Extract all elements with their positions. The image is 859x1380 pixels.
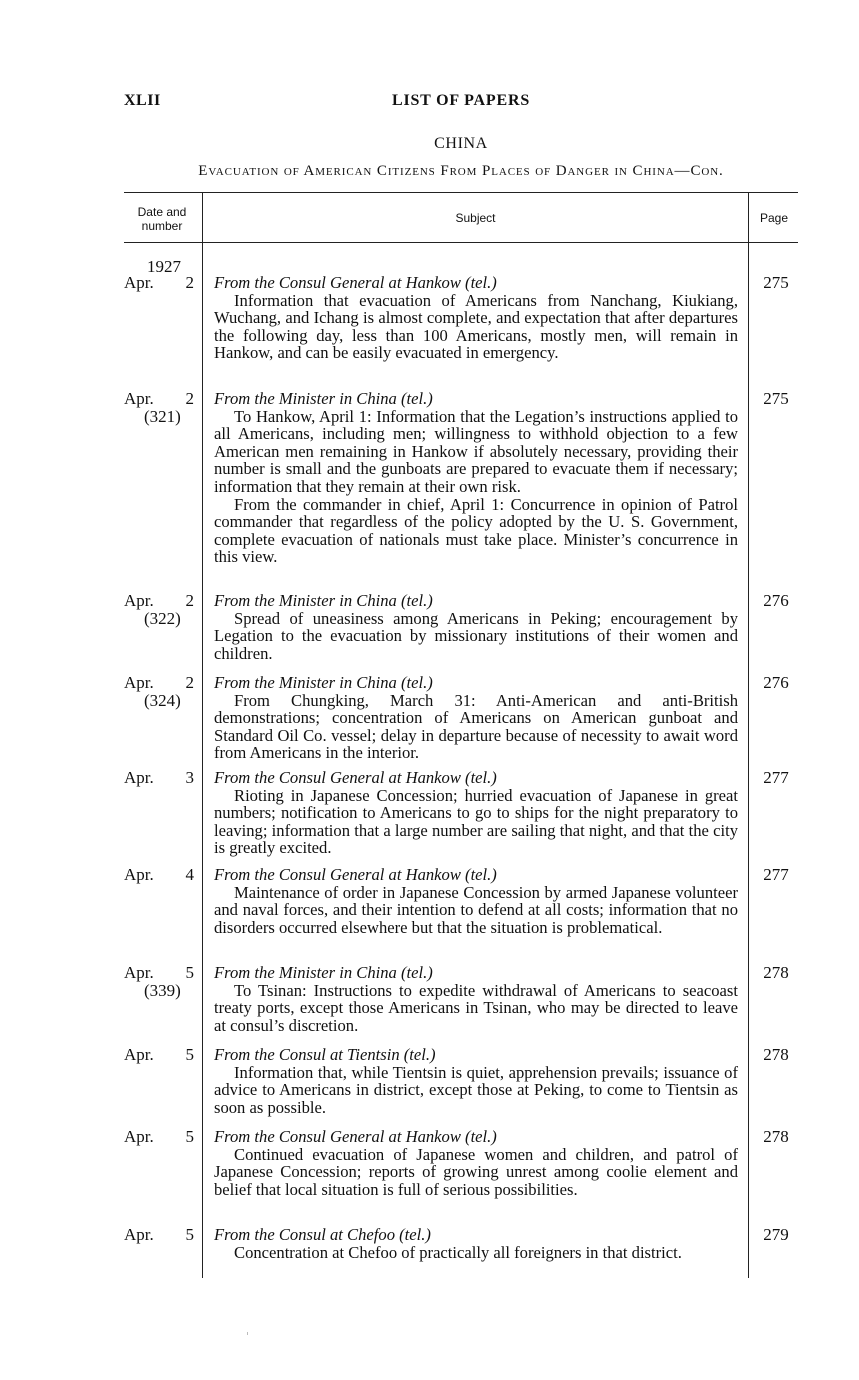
entry-page-number: 278 [763,1127,789,1146]
entry-month: Apr. [124,1045,154,1064]
entry-day: 5 [185,963,194,982]
entry-month: Apr. [124,591,154,610]
table-header-rule [124,242,798,243]
entry-paragraph: To Tsinan: Instructions to expedite withdrawal of Americans to seacoast treaty ports, except those Americans in Tsinan, who may be directed to leave at consul’s discretion. [214,980,738,1035]
entry-page-number: 278 [763,963,789,982]
entry-source: From the Consul at Chefoo (tel.) [214,1225,431,1244]
entry-subject [214,274,738,362]
entry-day: 2 [185,591,194,610]
entry-day: 4 [185,865,194,884]
entry-document-number: (322) [144,608,181,628]
entry-day: 5 [185,1225,194,1244]
entry-date [124,674,194,709]
year-label: 1927 [147,257,181,276]
entry-subject [214,769,738,857]
entry-paragraph: Concentration at Chefoo of practically all foreigners in that district. [234,1242,682,1262]
entry-page-number: 276 [763,673,789,692]
entry-source: From the Minister in China (tel.) [214,389,433,408]
entry-paragraph: Rioting in Japanese Concession; hurried evacuation of Japanese in great numbers; notification to Americans to go to ships for the night preparatory to leaving; information that a large number are sailing that night, and that the city is greatly excited. [214,785,738,858]
entry-date-line [124,592,194,610]
entry-paragraph: From Chungking, March 31: Anti-American and anti-British demonstrations; concentration of Americans on American gunboat and Standard Oil Co. vessel; delay in departure because of necessity to await word from Americans in the interior. [214,690,738,763]
entry-day: 3 [185,768,194,787]
entry-paragraph: From the commander in chief, April 1: Concurrence in opinion of Patrol commander that regardless of the policy adopted by the U. S. Government, complete evacuation of nationals must take place. Minister’s concurrence in this view. [214,494,738,567]
entry-paragraph: Spread of uneasiness among Americans in Peking; encouragement by Legation to the evacuation by missionary institutions of their women and children. [214,608,738,663]
subject-column-header: Subject [455,211,496,225]
entry-month: Apr. [124,865,154,884]
entry-subject [214,1128,738,1198]
running-title: LIST OF PAPERS [391,92,531,109]
date-column-divider [202,192,203,1278]
entry-date [124,866,194,884]
entry-page-number: 275 [763,389,789,408]
entry-page-number: 278 [763,1045,789,1064]
date-column-header: Date and number [137,205,187,233]
entry-date-line [124,769,194,787]
entry-subject [214,674,738,762]
entry-date [124,390,194,425]
entry-date [124,274,194,292]
page-column-header: Page [759,211,789,225]
entry-month: Apr. [124,1127,154,1146]
entry-month: Apr. [124,963,154,982]
entry-source: From the Consul General at Hankow (tel.) [214,865,497,884]
entry-page-number: 276 [763,591,789,610]
entry-source: From the Consul General at Hankow (tel.) [214,1127,497,1146]
entry-subject [214,964,738,1034]
entry-document-number: (339) [144,980,181,1000]
entry-source: From the Minister in China (tel.) [214,963,433,982]
entry-document-number: (324) [144,690,181,710]
page-header [124,92,798,112]
entry-page-number: 277 [763,768,789,787]
entry-date-line [124,1046,194,1064]
page-column-divider [748,192,749,1278]
entry-subject [214,866,738,936]
entry-date [124,964,194,999]
entry-date [124,1226,194,1244]
entry-date [124,1128,194,1146]
scan-speck [247,1332,248,1335]
entry-paragraph: Information that evacuation of Americans from Nanchang, Kiukiang, Wuchang, and Ichang is almost complete, and expectation that after departures the following day, less than 100 Americans, mostly men, will remain in Hankow, and can be easily evacuated in emergency. [214,290,738,363]
page-number: XLII [124,92,161,109]
entry-subject [214,1046,738,1116]
section-title: CHINA [434,135,488,152]
entry-date-line [124,390,194,408]
entry-page-number: 277 [763,865,789,884]
entry-date [124,769,194,787]
entry-date-line [124,964,194,982]
entry-day: 2 [185,389,194,408]
entry-document-number: (321) [144,406,181,426]
entry-day: 2 [185,673,194,692]
entry-subject [214,592,738,662]
entry-paragraph: Information that, while Tientsin is quiet, apprehension prevails; issuance of advice to Americans in district, except those at Peking, to come to Tientsin as soon as possible. [214,1062,738,1117]
entry-source: From the Consul General at Hankow (tel.) [214,273,497,292]
subsection-title: Evacuation of American Citizens From Places of Danger in China—Con. [198,163,724,179]
entry-page-number: 275 [763,273,789,292]
entry-page-number: 279 [763,1225,789,1244]
entry-source: From the Consul at Tientsin (tel.) [214,1045,436,1064]
entry-month: Apr. [124,273,154,292]
entry-date [124,592,194,627]
entry-month: Apr. [124,389,154,408]
entry-source: From the Minister in China (tel.) [214,673,433,692]
entry-date-line [124,674,194,692]
entry-paragraph: Continued evacuation of Japanese women and children, and patrol of Japanese Concession; reports of growing unrest among coolie element and belief that local situation is full of serious possibilities. [214,1144,738,1199]
entry-paragraph: Maintenance of order in Japanese Concession by armed Japanese volunteer and naval forces, and their intention to defend at all costs; information that no disorders occurred elsewhere but that the situation is problematical. [214,882,738,937]
entry-date [124,1046,194,1064]
entry-month: Apr. [124,768,154,787]
entry-month: Apr. [124,673,154,692]
entry-date-line [124,274,194,292]
entry-paragraph: To Hankow, April 1: Information that the Legation’s instructions applied to all Americans, including men; willingness to withhold objection to a few American men remaining in Hankow if absolutely necessary, providing their number is small and the gunboats are prepared to evacuate them if necessary; information that they remain at their own risk. [214,406,738,496]
entry-date-line [124,1128,194,1146]
entry-subject [214,390,738,566]
entry-date-line [124,1226,194,1244]
table-top-rule [124,192,798,193]
entry-date-line [124,866,194,884]
entry-day: 5 [185,1045,194,1064]
entry-day: 5 [185,1127,194,1146]
entry-subject [214,1226,738,1261]
entry-source: From the Consul General at Hankow (tel.) [214,768,497,787]
entry-month: Apr. [124,1225,154,1244]
entry-source: From the Minister in China (tel.) [214,591,433,610]
entry-day: 2 [185,273,194,292]
